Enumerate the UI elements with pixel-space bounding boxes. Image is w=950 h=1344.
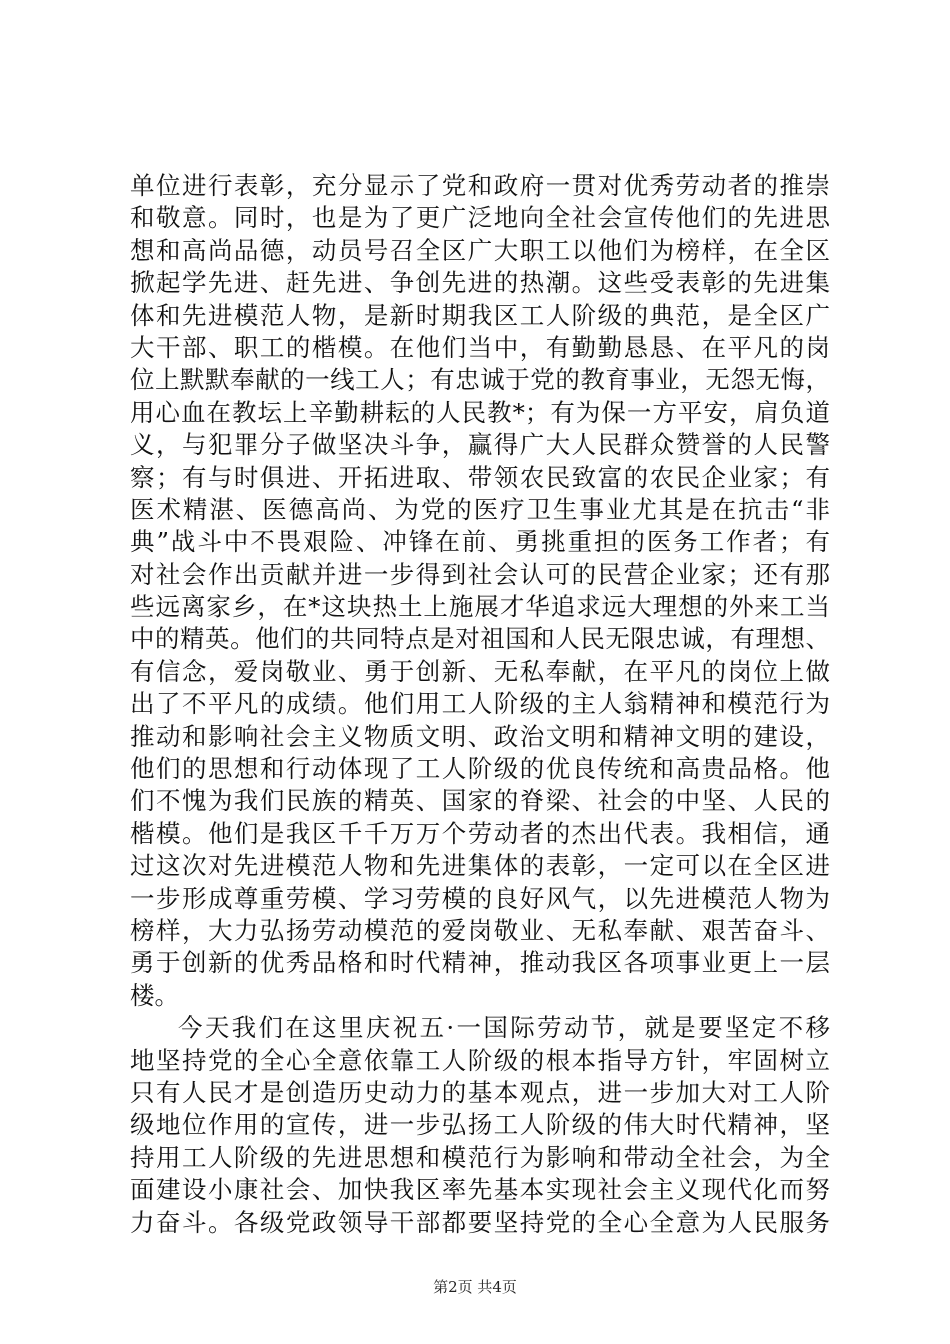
- text-line: 典”战斗中不畏艰险、冲锋在前、勇挑重担的医务工作者；有: [130, 527, 830, 557]
- text-line: 对社会作出贡献并进一步得到社会认可的民营企业家；还有那: [130, 559, 830, 589]
- text-line: 义，与犯罪分子做坚决斗争，赢得广大人民群众赞誉的人民警: [130, 430, 830, 460]
- text-line: 察；有与时俱进、开拓进取、带领农民致富的农民企业家；有: [130, 462, 830, 492]
- text-line: 他们的思想和行动体现了工人阶级的优良传统和高贵品格。他: [130, 754, 830, 784]
- text-line: 勇于创新的优秀品格和时代精神，推动我区各项事业更上一层: [130, 948, 830, 978]
- page-number-footer: 第2页 共4页: [433, 1278, 517, 1296]
- text-line: 位上默默奉献的一线工人；有忠诚于党的教育事业，无怨无悔，: [130, 365, 830, 395]
- text-line: 推动和影响社会主义物质文明、政治文明和精神文明的建设，: [130, 721, 830, 751]
- text-line: 楷模。他们是我区千千万万个劳动者的杰出代表。我相信，通: [130, 818, 830, 848]
- text-line: 中的精英。他们的共同特点是对祖国和人民无限忠诚，有理想、: [130, 624, 830, 654]
- paragraph-1: [130, 170, 830, 1012]
- text-line: 想和高尚品德，动员号召全区广大职工以他们为榜样，在全区: [130, 235, 830, 265]
- text-line: 持用工人阶级的先进思想和模范行为影响和带动全社会，为全: [130, 1142, 830, 1172]
- text-line: 只有人民才是创造历史动力的基本观点，进一步加大对工人阶: [130, 1077, 830, 1107]
- text-line: 有信念，爱岗敬业、勇于创新、无私奉献，在平凡的岗位上做: [130, 656, 830, 686]
- text-line: 今天我们在这里庆祝五·一国际劳动节，就是要坚定不移: [178, 1013, 830, 1043]
- text-line: 地坚持党的全心全意依靠工人阶级的根本指导方针，牢固树立: [130, 1045, 830, 1075]
- body-text: [130, 170, 830, 1239]
- text-line: 过这次对先进模范人物和先进集体的表彰，一定可以在全区进: [130, 851, 830, 881]
- text-line: 力奋斗。各级党政领导干部都要坚持党的全心全意为人民服务: [130, 1207, 830, 1237]
- text-line: 大干部、职工的楷模。在他们当中，有勤勤恳恳、在平凡的岗: [130, 332, 830, 362]
- text-line: 一步形成尊重劳模、学习劳模的良好风气，以先进模范人物为: [130, 883, 830, 913]
- text-line: 体和先进模范人物，是新时期我区工人阶级的典范，是全区广: [130, 300, 830, 330]
- text-line: 掀起学先进、赶先进、争创先进的热潮。这些受表彰的先进集: [130, 268, 830, 298]
- text-line: 些远离家乡，在*这块热土上施展才华追求远大理想的外来工当: [130, 592, 830, 622]
- text-line: 面建设小康社会、加快我区率先基本实现社会主义现代化而努: [130, 1175, 830, 1205]
- text-line: 们不愧为我们民族的精英、国家的脊梁、社会的中坚、人民的: [130, 786, 830, 816]
- text-line: 榜样，大力弘扬劳动模范的爱岗敬业、无私奉献、艰苦奋斗、: [130, 915, 830, 945]
- text-line: 出了不平凡的成绩。他们用工人阶级的主人翁精神和模范行为: [130, 689, 830, 719]
- text-line: 和敬意。同时，也是为了更广泛地向全社会宣传他们的先进思: [130, 203, 830, 233]
- text-line: 医术精湛、医德高尚、为党的医疗卫生事业尤其是在抗击“非: [130, 494, 830, 524]
- paragraph-2: [130, 1012, 830, 1239]
- text-line: 用心血在教坛上辛勤耕耘的人民教*；有为保一方平安，肩负道: [130, 397, 830, 427]
- text-line: 级地位作用的宣传，进一步弘扬工人阶级的伟大时代精神，坚: [130, 1110, 830, 1140]
- text-line: 楼。: [130, 980, 179, 1010]
- text-line: 单位进行表彰，充分显示了党和政府一贯对优秀劳动者的推崇: [130, 171, 830, 200]
